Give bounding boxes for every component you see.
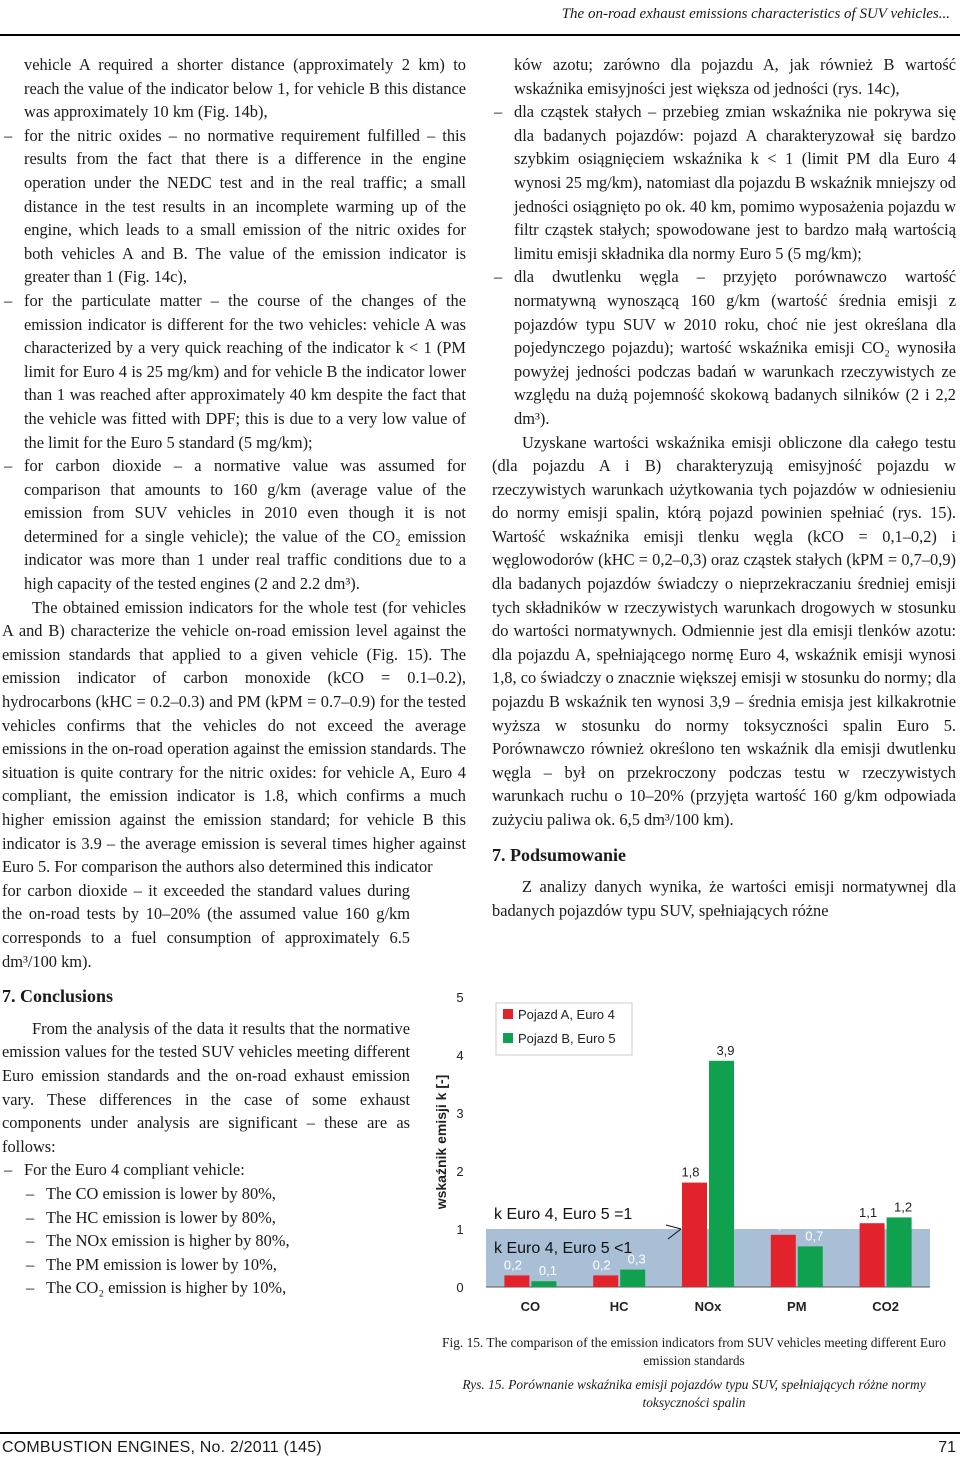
y-axis-label: wskaźnik emisji k [-] bbox=[433, 1074, 449, 1210]
x-tick-label-nox: NOx bbox=[694, 1299, 722, 1314]
value-label-b-co2: 1,2 bbox=[894, 1199, 913, 1215]
left-column bbox=[2, 53, 466, 1300]
annotation-k-less-one: k Euro 4, Euro 5 <1 bbox=[494, 1240, 633, 1257]
summary-paragraph: Z analizy danych wynika, że wartości emisji normatywnej dla badanych pojazdów typu SUV, spełniających różne bbox=[492, 877, 956, 920]
value-label-b-pm: 0,7 bbox=[805, 1228, 824, 1244]
y-tick-label-3: 3 bbox=[456, 1106, 464, 1121]
value-label-a-hc: 0,2 bbox=[592, 1257, 611, 1273]
left-item-nox: – for the nitric oxides – no normative requirement fulfilled – this results from the fact that there is a difference in the engine operation under the NEDC test and in the real traffic; a small distance in the test results in an incomplete warming up of the engine, which leads to a small emission of the nitric oxides for both vehicles A and B. The value of the emission indicator is greater than 1 (Fig. 14c), bbox=[2, 124, 466, 289]
value-label-a-nox: 1,8 bbox=[681, 1164, 700, 1180]
summary-title: 7. Podsumowanie bbox=[492, 844, 627, 865]
y-tick-label-0: 0 bbox=[456, 1280, 464, 1295]
value-label-b-nox: 3,9 bbox=[716, 1042, 735, 1058]
legend-label-1: Pojazd B, Euro 5 bbox=[518, 1031, 616, 1046]
chart-svg bbox=[430, 985, 960, 1330]
value-label-b-co: 0,1 bbox=[538, 1263, 557, 1279]
legend-swatch-1 bbox=[503, 1033, 513, 1043]
sub-item-nox: – The NOx emission is higher by 80%, bbox=[2, 1229, 466, 1253]
left-paragraph-results: The obtained emission indicators for the whole test (for vehicles A and B) characterize the vehicle on-road emission level against the emission standards that applied to a given vehicle (Fig. 15). The emission indicator of carbon monoxide (kCO = 0.1–0.2), hydrocarbons (kHC = 0.2–0.3) and PM (kPM = 0.7–0.9) for the tested vehicles confirms that the vehicles do not exceed the average emissions in the on-road operation against the emission standards. The situation is quite contrary for the nitric oxides: for vehicle A, Euro 4 compliant, the emission indicator is 1.8, which confirms a much higher emission against the emission standard; for vehicle B this indicator is 3.9 – the average emission is several times higher against Euro 5. For comparison the authors also determined this indicator bbox=[2, 597, 466, 877]
sub-item-hc: – The HC emission is lower by 80%, bbox=[2, 1206, 466, 1230]
right-paragraph-results: Uzyskane wartości wskaźnika emisji obliczone dla całego testu (dla pojazdu A i B) charakteryzują emisyjność pojazdu w rzeczywistych warunkach użytkowania tych pojazdów w odniesieniu do normy emisji spalin, którą pojazd powinien spełniać (rys. 15). Wartość wskaźnika emisji tlenku węgla (kCO = 0,1–0,2) i węglowodorów (kHC = 0,2–0,3) oraz cząstek stałych (kPM = 0,7–0,9) dla badanych pojazdów świadczy o nieprzekraczaniu średniej emisji tych składników w rzeczywistych warunkach drogowych w stosunku do wartości normatywnych. Odmiennie jest dla emisji tlenków azotu: dla pojazdu A, spełniającego normę Euro 4, wskaźnik emisji wynosi 1,8, co świadczy o znacznie większej emisji w stosunku do normy; dla pojazdu B wskaźnik ten wynosi 3,9 – średnia emisja jest kilkakrotnie wyższa w stosunku do normy toksyczności spalin Euro 5. Porównawczo również określono ten wskaźnik dla emisji dwutlenku węgla – był on przekroczony podczas testu w rzeczywistych warunkach ruchu o 10–20% (przyjęta wartość 160 g/km odpowiada zużyciu paliwa ok. 6,5 dm³/100 km). bbox=[492, 432, 956, 829]
page-number: 71 bbox=[938, 1439, 956, 1456]
conclusions-title: 7. Conclusions bbox=[2, 986, 114, 1007]
figure-caption-en: Fig. 15. The comparison of the emission indicators from SUV vehicles meeting different Euro emission standards bbox=[442, 1335, 946, 1368]
left-item-co2: – for carbon dioxide – a normative value was assumed for comparison that amounts to 160 g/km (average value of the emission from SUV vehicles in 2010 even though it is not determined for a single vehicle); the value of the CO₂ emission indicator was more than 1 under real traffic conditions due to a high capacity of the tested engines (2 and 2.2 dm³). bbox=[2, 454, 466, 596]
bar-a-pm bbox=[771, 1235, 796, 1287]
left-paragraph-results-tail: for carbon dioxide – it exceeded the standard values during the on-road tests by 10–20% (the assumed value 160 g/km corresponds to a fuel consumption of approximately 6.5 dm³/100 km). bbox=[2, 880, 410, 971]
bar-b-pm bbox=[798, 1246, 823, 1287]
value-label-a-co: 0,2 bbox=[503, 1257, 522, 1273]
legend-label-0: Pojazd A, Euro 4 bbox=[518, 1007, 615, 1022]
x-tick-label-hc: HC bbox=[609, 1299, 629, 1314]
journal-footer: COMBUSTION ENGINES, No. 2/2011 (145) bbox=[2, 1439, 322, 1456]
running-header: The on-road exhaust emissions characteristics of SUV vehicles... bbox=[561, 6, 950, 22]
annotation-k-equal-one: k Euro 4, Euro 5 =1 bbox=[494, 1206, 633, 1223]
value-label-a-pm: 0,9 bbox=[770, 1216, 789, 1232]
figure-caption-pl: Rys. 15. Porównanie wskaźnika emisji pojazdów typu SUV, spełniających różne normy toksyczności spalin bbox=[462, 1377, 926, 1410]
value-label-b-hc: 0,3 bbox=[627, 1251, 646, 1267]
header-rule bbox=[0, 34, 960, 36]
value-label-a-co2: 1,1 bbox=[859, 1205, 878, 1221]
y-tick-label-2: 2 bbox=[456, 1164, 464, 1179]
conclusions-paragraph: From the analysis of the data it results that the normative emission values for the tested SUV vehicles meeting different Euro emission standards and the on-road exhaust emission vary. These differences in the case of some exhaust components under analysis are significant – these are as follows: bbox=[2, 1018, 410, 1156]
y-tick-label-4: 4 bbox=[456, 1048, 464, 1063]
x-tick-label-co: CO bbox=[520, 1299, 541, 1314]
annotation-pointer-up bbox=[666, 1225, 681, 1229]
right-continued-text: ków azotu; zarówno dla pojazdu A, jak również B wartość wskaźnika emisyjności jest większa od jedności (rys. 14c), bbox=[514, 55, 956, 98]
right-column bbox=[492, 53, 956, 922]
bar-b-nox bbox=[709, 1061, 734, 1287]
bar-b-hc bbox=[620, 1270, 645, 1287]
left-continued-text: vehicle A required a shorter distance (approximately 2 km) to reach the value of the indicator below 1, for vehicle B this distance was approximately 10 km (Fig. 14b), bbox=[24, 55, 466, 122]
right-item-pm: – dla cząstek stałych – przebieg zmian wskaźnika nie pokrywa się dla badanych pojazdów: pojazd A charakteryzował się bardzo szybkim osiągnięciem wskaźnika k < 1 (limit PM dla Euro 4 wynosi 25 mg/km), natomiast dla pojazdu B wskaźnik mniejszy od jedności osiągnięto po ok. 40 km, pomimo wyposażenia pojazdu w filtr cząstek stałych; spowodowane jest to bardzo małą wartością limitu emisji składnika dla normy Euro 5 (5 mg/km); bbox=[492, 100, 956, 265]
right-item-co2: – dla dwutlenku węgla – przyjęto porównawczo wartość normatywną wynoszącą 160 g/km (wartość średnia emisji z pojazdów typu SUV w 2010 roku, choć nie jest określana dla pojedynczego pojazdu); wartość wskaźnika emisji CO₂ wynosiła powyżej jedności podczas badań w warunkach rzeczywistych ze względu na dużą pojemność skokową badanych silników (2 i 2,2 dm³). bbox=[492, 265, 956, 430]
euro4-item: – For the Euro 4 compliant vehicle: bbox=[2, 1158, 410, 1182]
y-tick-label-5: 5 bbox=[456, 990, 464, 1005]
bar-a-co bbox=[504, 1275, 529, 1287]
legend-swatch-0 bbox=[503, 1009, 513, 1019]
bar-a-nox bbox=[682, 1183, 707, 1287]
bar-a-co2 bbox=[860, 1223, 885, 1287]
bar-b-co2 bbox=[887, 1217, 912, 1287]
sub-item-co: – The CO emission is lower by 80%, bbox=[2, 1182, 466, 1206]
x-tick-label-pm: PM bbox=[787, 1299, 807, 1314]
x-tick-label-co2: CO2 bbox=[872, 1299, 899, 1314]
left-item-pm: – for the particulate matter – the course of the changes of the emission indicator is different for the two vehicles: vehicle A was characterized by a very quick reaching of the indicator k < 1 (PM limit for Euro 4 is 25 mg/km) and for vehicle B the indicator lower than 1 was reached after approximately 40 km despite the fact that the vehicle was fitted with DPF; this is due to a very low value of the limit for the Euro 5 standard (5 mg/km); bbox=[2, 289, 466, 454]
y-tick-label-1: 1 bbox=[456, 1222, 464, 1237]
emission-indicator-chart bbox=[430, 985, 960, 1330]
sub-item-co2: – The CO₂ emission is higher by 10%, bbox=[2, 1276, 466, 1300]
footer-rule bbox=[0, 1432, 960, 1434]
bar-b-co bbox=[531, 1281, 556, 1287]
bar-a-hc bbox=[593, 1275, 618, 1287]
sub-item-pm: – The PM emission is lower by 10%, bbox=[2, 1253, 466, 1277]
